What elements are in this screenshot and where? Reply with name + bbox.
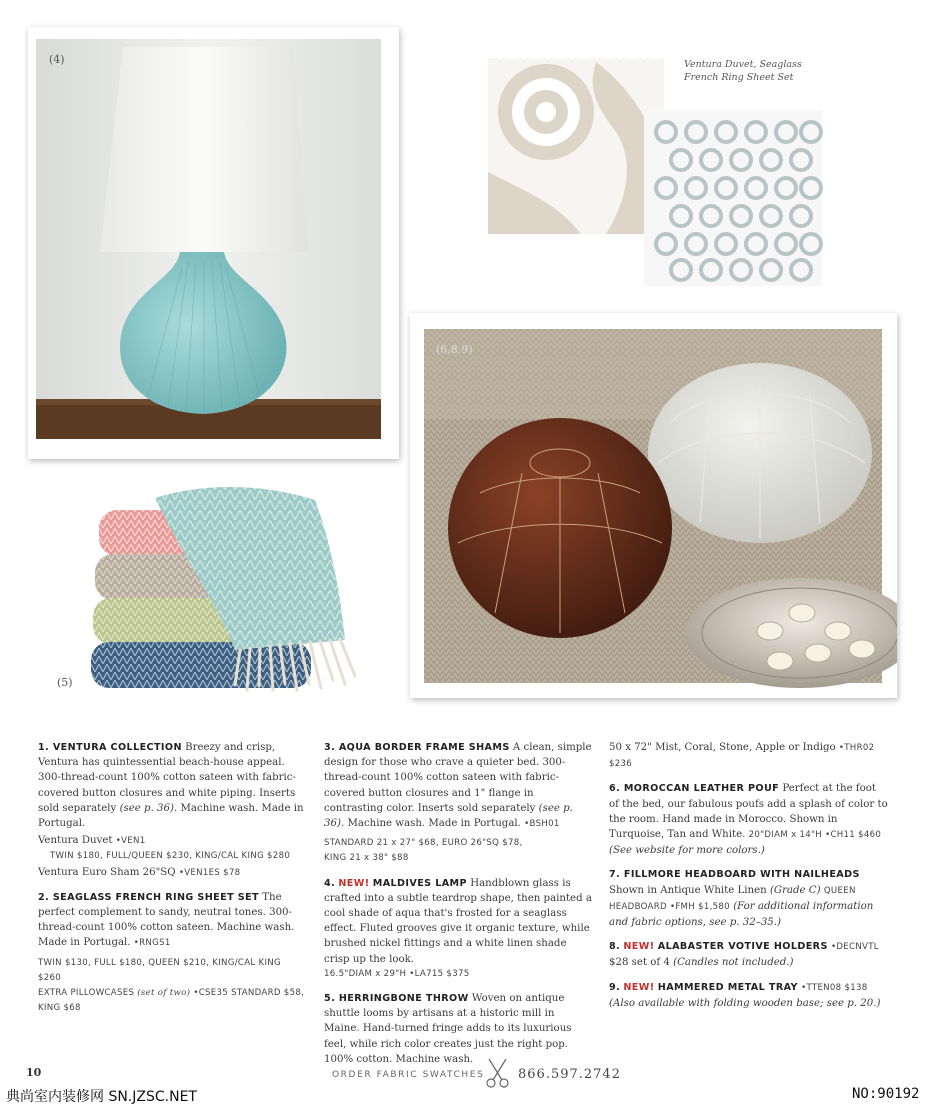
order-swatches-text: ORDER FABRIC SWATCHES	[332, 1070, 485, 1080]
item-8-num: 8.	[609, 941, 621, 953]
sheet-swatch	[644, 110, 822, 286]
item-8-sku: •DECNVTL	[831, 942, 879, 953]
item-3-title: 3. AQUA BORDER FRAME SHAMS	[324, 742, 510, 753]
pouf-item-number: (6,8,9)	[436, 343, 473, 356]
text-column-2	[324, 740, 592, 1076]
throw-item-number: (5)	[57, 676, 73, 689]
lamp-photo	[28, 27, 399, 459]
phone-number: 866.597.2742	[518, 1067, 621, 1082]
item-2-desc: The perfect complement to sandy, neutral tones. 300-thread-count 100% cotton sateen. Machine wash. Made in Portugal.	[38, 891, 295, 949]
item-7-fillmore-headboard	[609, 867, 889, 930]
watermark-right: NO:90192	[852, 1086, 920, 1102]
item-2-prices-1: TWIN $130, FULL $180, QUEEN $210, KING/CAL KING $260	[38, 957, 281, 983]
item-3-aqua-shams	[324, 740, 592, 867]
item-3-see: (see p. 36).	[324, 802, 573, 830]
item-2-seaglass	[38, 890, 306, 1017]
item-5-desc: Woven on antique shuttle looms by artisans at a historic mill in Maine. Hand-turned fringe adds to its luxurious feel, while rich color creates just the right pop. 100% cotton. Machine wash.	[324, 993, 572, 1065]
item-6-sku: 20"DIAM x 14"H •CH11 $460	[748, 830, 882, 841]
item-9-note: (Also available with folding wooden base; see p. 20.)	[609, 997, 881, 1009]
item-2-title: 2. SEAGLASS FRENCH RING SHEET SET	[38, 891, 259, 903]
throw-photo	[55, 480, 375, 695]
item-7-title: 7. FILLMORE HEADBOARD WITH NAILHEADS	[609, 869, 860, 881]
item-1-sham-line	[38, 865, 306, 881]
item-5-desc2: 50 x 72" Mist, Coral, Stone, Apple or Indigo	[609, 742, 836, 753]
item-5-title: 5. HERRINGBONE THROW	[324, 993, 469, 1005]
item-8-note: (Candles not included.)	[673, 957, 794, 969]
item-1-duvet-sku: •VEN1	[115, 836, 146, 847]
lamp-item-number: (4)	[49, 53, 65, 66]
item-6-title: 6. MOROCCAN LEATHER POUF	[609, 783, 780, 795]
scissors-icon	[482, 1056, 514, 1090]
item-8-new-badge: NEW!	[623, 941, 655, 953]
item-4-num: 4.	[324, 877, 336, 889]
item-2-prices-2	[38, 986, 306, 1001]
lamp-illustration	[28, 27, 399, 459]
duvet-swatch	[488, 54, 664, 234]
item-1-duvet-label: Ventura Duvet	[38, 835, 113, 847]
item-3-desc2: Machine wash. Made in Portugal.	[347, 818, 521, 830]
item-7-grade: (Grade C)	[769, 884, 821, 896]
item-1-ventura	[38, 740, 306, 881]
item-2-prices-2c: •CSE35 STANDARD $58,	[193, 988, 305, 999]
swatch-illustration	[486, 52, 826, 292]
item-9-title: HAMMERED METAL TRAY	[657, 981, 798, 993]
item-1-see: (see p. 36).	[119, 802, 178, 814]
item-9-sku: •TTEN08 $138	[801, 982, 868, 993]
item-1-desc2: Machine wash. Made in Portugal.	[38, 802, 304, 830]
item-8-title: ALABASTER VOTIVE HOLDERS	[657, 941, 828, 953]
item-7-sku: QUEEN HEADBOARD •FMH $1,580	[609, 885, 856, 912]
swatch-caption-line-2: French Ring Sheet Set	[684, 72, 794, 83]
item-9-new-badge: NEW!	[623, 981, 655, 993]
item-2-prices-2b: (set of two)	[137, 988, 191, 999]
item-3-sku: •BSH01	[524, 819, 560, 830]
item-2-prices-3: KING $68	[38, 1003, 81, 1014]
item-1-duvet-line	[38, 833, 306, 849]
item-8-price: $28 set of 4	[609, 957, 670, 969]
item-3-desc: A clean, simple design for those who crave a quieter bed. 300-thread-count 100% cotton sateen with fabric-covered button closures and 1" flange in contrasting color. Inserts sold separately	[324, 742, 592, 814]
item-7-desc: Shown in Antique White Linen	[609, 884, 767, 896]
item-9-metal-tray	[609, 980, 889, 1011]
item-8-votive-holders	[609, 939, 889, 970]
item-4-title: MALDIVES LAMP	[372, 877, 467, 889]
item-6-note: (See website for more colors.)	[609, 845, 765, 857]
item-1-desc: Breezy and crisp, Ventura has quintessential beach-house appeal. 300-thread-count 100% cotton sateen with fabric-covered button closures and white piping. Inserts sold separately	[38, 742, 296, 814]
page-footer	[0, 1064, 950, 1108]
item-1-title: 1. VENTURA COLLECTION	[38, 742, 182, 753]
item-1-duvet-prices: TWIN $180, FULL/QUEEN $230, KING/CAL KING $280	[50, 851, 291, 862]
item-9-num: 9.	[609, 981, 621, 993]
item-1-sham-label: Ventura Euro Sham 26"SQ	[38, 866, 176, 878]
item-6-desc: Perfect at the foot of the bed, our fabulous poufs add a splash of color to the room. Hand made in Morocco. Shown in Turquoise, Tan and White.	[609, 783, 888, 841]
item-6-moroccan-pouf	[609, 781, 889, 858]
throw-illustration	[55, 480, 375, 695]
item-4-new-badge: NEW!	[338, 877, 370, 889]
item-7-note: (For additional information and fabric options, see p. 32–35.)	[609, 900, 874, 929]
text-column-3	[609, 740, 889, 1020]
item-8-price-line	[609, 955, 889, 970]
item-1-sham-sku: •VEN1ES $78	[178, 867, 241, 878]
item-3-prices-2: KING 21 x 38" $88	[324, 853, 409, 864]
item-5-continued	[609, 740, 889, 772]
watermark-left: 典尚室内装修网 SN.JZSC.NET	[6, 1089, 197, 1105]
item-5-herringbone-throw	[324, 991, 592, 1067]
swatch-caption-line-1: Ventura Duvet, Seaglass	[684, 59, 802, 70]
item-4-sku: 16.5"DIAM x 29"H •LA715 $375	[324, 968, 470, 979]
item-4-maldives-lamp	[324, 876, 592, 982]
pouf-illustration	[410, 313, 897, 698]
page-number: 10	[26, 1066, 42, 1079]
item-3-prices-1: STANDARD 21 x 27" $68, EURO 26"SQ $78,	[324, 838, 523, 849]
item-5-sku: •THR02 $236	[609, 743, 875, 770]
item-4-desc: Handblown glass is crafted into a subtle teardrop shape, then painted a cool shade of aqua that's frosted for a seaglass effect. Fluted grooves give it organic texture, while brushed nickel fittings and a white linen shade crisp up the look.	[324, 877, 592, 965]
pouf-photo	[410, 313, 897, 698]
swatch-caption	[684, 58, 802, 84]
text-column-1	[38, 740, 306, 1025]
item-2-sku: •RNGS1	[133, 938, 171, 949]
swatch-group	[486, 52, 826, 292]
item-2-prices-2a: EXTRA PILLOWCASES	[38, 988, 135, 999]
